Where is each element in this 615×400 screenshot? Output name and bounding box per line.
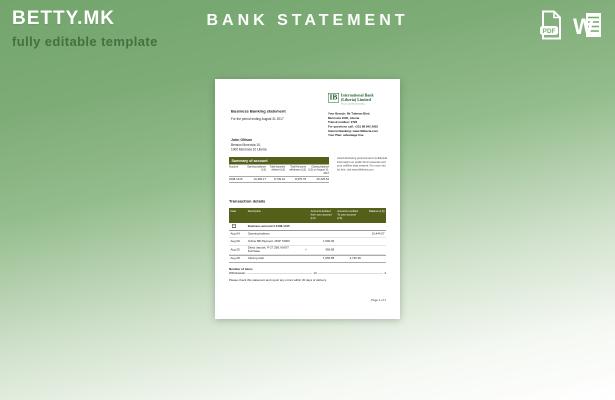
cell-description: Direct deposit, P-27 298, KMGT Purchase [247,246,289,253]
number-of-items [229,268,386,275]
items-label: Withdrawals: [229,272,246,275]
summary-closing: 25,425.54 [316,177,329,181]
summary-col-deposits: Total deposits debited (LS) [269,165,285,172]
cell-debit: 1,500.00 [322,240,335,243]
summary-table-header [229,166,329,177]
branch-line: Transit number: 2726 [328,121,358,125]
branch-line: Your Branch: Mr Tubman Blvd. [328,112,371,116]
footer-note: Please check this statement and report any errors within 30 days of delivery. [229,279,327,282]
summary-col-opening: Opening balance (LS) [247,165,266,172]
cell-date: Aug 28 [230,257,240,261]
summary-col-account: Account [229,165,239,169]
items-line [229,272,386,275]
bank-logo [328,93,398,106]
cell-description: Closing total [247,256,264,260]
summary-col-closing: Closing balance (LS) on August 31, 2017 [308,165,329,175]
page-number: Page 1 of 1 [371,299,386,302]
customer-address-line2: 1000 Monrovia 10 Liberia [231,148,267,152]
summary-col-withdrawn: Total Amounts withdrawn (LS) [289,165,306,172]
summary-withdrawn: 8,975.78 [295,177,306,181]
customer-name: John Ollison [231,138,253,142]
cell-date: Aug 25 [230,248,240,252]
table-row [229,223,386,231]
word-icon-letter: W [573,14,594,39]
transactions-table [229,208,386,262]
statement-period: For the period ending August 31 2017 [231,117,284,121]
cell-credit [336,233,363,235]
bank-name-line1: International Bank [340,93,374,98]
cell-balance: 10,444.57 [371,232,385,236]
branch-info [328,112,398,138]
branch-line: Monrovia 1000, Liberia [328,116,360,120]
document-preview[interactable] [215,79,400,319]
col-date: Date [230,210,237,213]
cell-date: Aug 04 [230,232,240,236]
transactions-table-header [229,208,386,223]
pdf-file-icon[interactable] [536,10,566,40]
format-icons [536,10,603,40]
brand-logo[interactable]: BETTY.MK [12,8,115,29]
cell-date: Aug 09 [230,240,240,243]
cell-description: Business account # 0108-1415 [247,224,290,228]
cell-credit [336,241,363,243]
cell-debit: 1,956.85 [322,257,335,261]
summary-deposits: 8,749.16 [274,177,285,181]
bank-tagline: Trust and Reliability [340,102,365,106]
branch-line: Internet Banking: www.ibliberia.com [328,129,378,133]
bank-name [341,93,374,106]
table-row [229,255,386,263]
statement-title: Business Banking statement [231,109,286,114]
page-title: BANK STATEMENT [206,12,409,29]
template-subtitle: fully editable template [12,34,158,49]
word-file-icon[interactable] [573,10,603,40]
transactions-heading: Transaction details [229,199,266,204]
items-heading: Number of items [229,268,253,271]
cell-description: Online Bill Payment, MSP 70000 [247,239,290,243]
table-row [229,238,386,246]
cell-credit [336,226,363,228]
table-row [229,231,386,239]
cell-debit: 456.85 [325,248,335,252]
cell-credit: 4,730.30 [349,257,361,261]
col-credit: Amounts credited To your account (LS) [337,210,358,220]
document-icon [232,224,236,228]
col-debit: Amounts debited from your account (LS) [310,210,332,220]
summary-opening: 10,469.17 [253,177,266,181]
branch-line: For questions call: +231 88 842 2602 [328,125,379,129]
branch-line: Your Plan: advantage free [328,134,364,138]
table-row [229,246,386,255]
items-value-2: 4 [384,272,386,275]
cell-debit [309,233,336,235]
summary-table [229,166,329,183]
cell-date [229,223,246,230]
bank-statement-document [215,79,400,319]
customer-address [231,138,267,152]
col-description: Description [247,210,262,213]
col-balance: Balance (LS) [369,210,385,213]
cell-description: Opening balance [247,232,270,236]
cell-balance [362,241,386,243]
items-value-1: 13 [313,272,317,275]
dotted-leader [248,274,312,275]
pdf-icon-label: PDF [542,28,556,35]
summary-account: 0108-1415 [229,177,243,181]
summary-table-row [229,176,329,182]
checkmark-icon: ✓ [304,248,308,252]
cell-balance [362,249,386,251]
bank-name-line2: (Liberia) Limited [340,97,371,103]
security-note: Avoid disclosing personal and confidential information on public Wi-Fi networks and your cell/line data network. For more info for this, visit www.ibliberia.com. [337,157,387,172]
cell-credit [336,249,363,251]
bank-monogram: IB [329,93,338,102]
cell-debit [309,226,336,228]
dotted-leader [319,274,383,275]
cell-balance [362,258,386,260]
customer-address-line1: Benson Monrovia 10, [231,143,261,148]
cell-balance [362,226,386,228]
summary-section-header: Summary of account [229,157,329,165]
